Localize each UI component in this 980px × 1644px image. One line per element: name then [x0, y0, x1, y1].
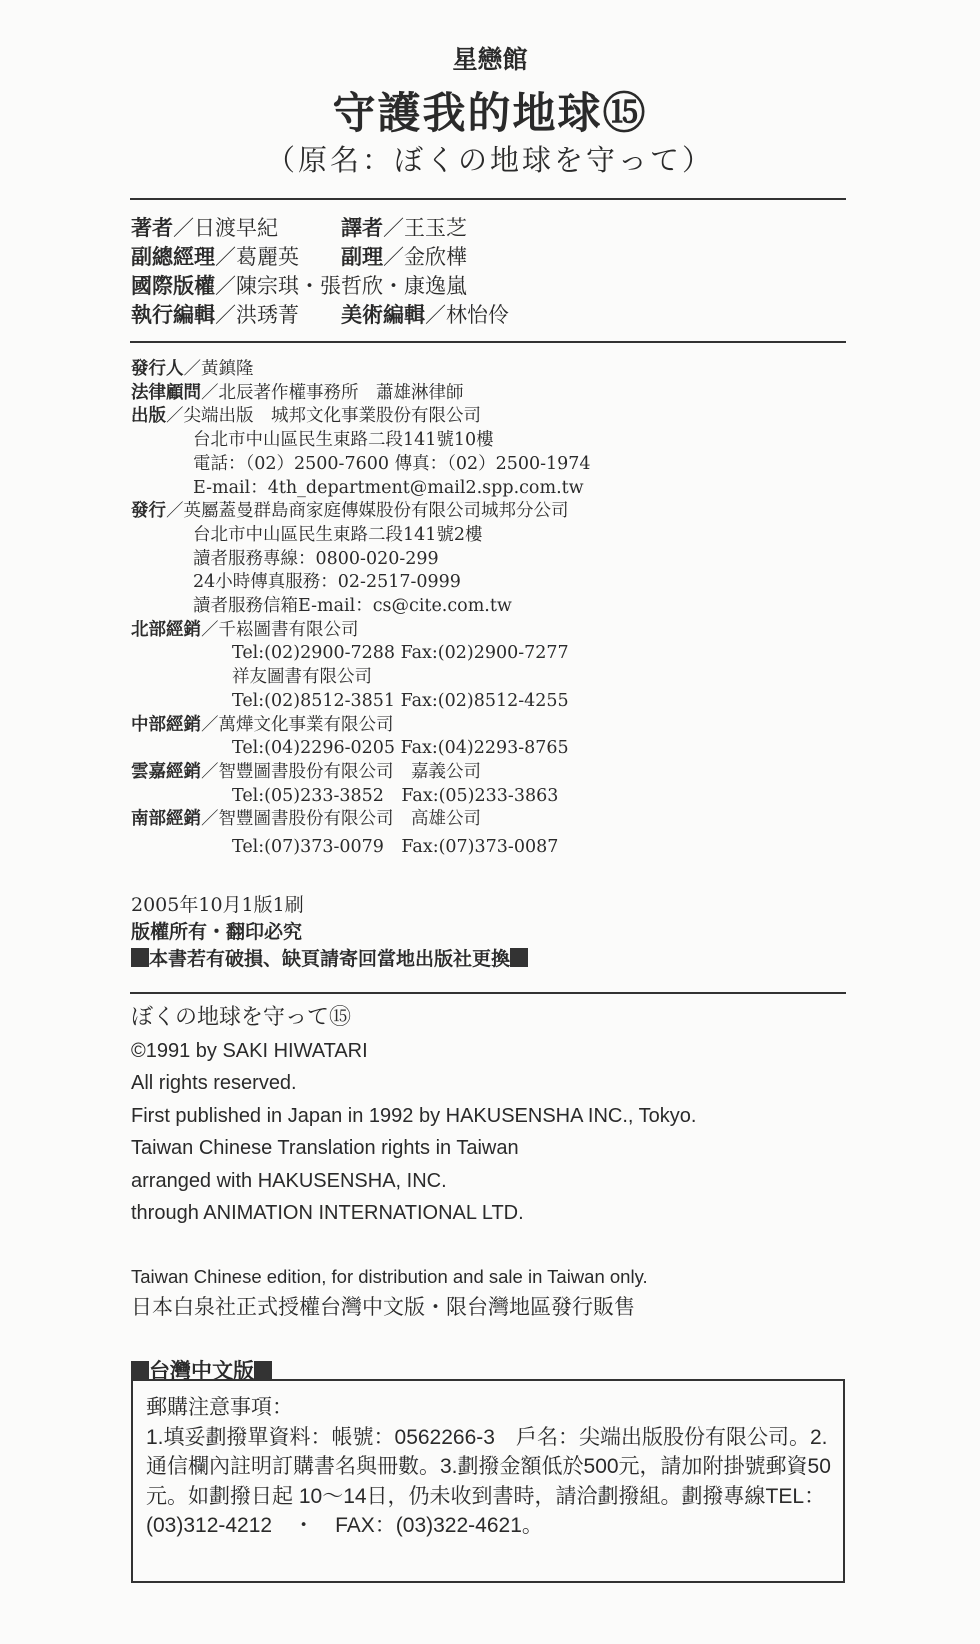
series-name: 星戀館	[452, 45, 528, 74]
credit-row	[131, 301, 509, 330]
credit-value: 王玉芝	[404, 216, 467, 240]
credit-row	[131, 272, 509, 301]
address: 台北市中山區民生東路二段141號10樓	[193, 430, 494, 451]
print-date: 2005年10月1版1刷	[131, 894, 304, 916]
imprint-value: 尖端出版 城邦文化事業股份有限公司	[183, 406, 481, 427]
address: 台北市中山區民生東路二段141號2樓	[193, 524, 483, 545]
credit-value: 陳宗琪・張哲欣・康逸嵐	[236, 274, 467, 298]
email: E-mail：4th_department@mail2.spp.com.tw	[193, 477, 584, 498]
tel-fax: Tel:(02)2900-7288 Fax:(02)2900-7277	[232, 643, 569, 664]
rights-line: through ANIMATION INTERNATIONAL LTD.	[131, 1202, 524, 1224]
credit-label: 國際版權	[131, 274, 215, 298]
mail-order-heading: 郵購注意事項：	[146, 1396, 293, 1419]
tel-fax: Tel:(07)373-0079 Fax:(07)373-0087	[232, 837, 559, 858]
edition-note-en: Taiwan Chinese edition, for distribution and sale in Taiwan only.	[131, 1266, 648, 1287]
credit-value: 葛麗英	[236, 245, 299, 269]
credit-value: 日渡早紀	[194, 216, 278, 240]
book-title: 守護我的地球⑮	[332, 89, 648, 139]
credit-row	[131, 214, 509, 243]
square-bullet-icon	[131, 1361, 149, 1380]
square-bullet-icon	[254, 1361, 272, 1380]
phone-fax: 電話：（02）2500-7600 傳真：（02）2500-1974	[193, 453, 591, 474]
taiwan-edition	[131, 1262, 648, 1322]
slash: ／	[215, 245, 236, 269]
edition-note-zh: 日本白泉社正式授權台灣中文版・限台灣地區發行販售	[131, 1295, 635, 1319]
publishing-info	[131, 358, 591, 860]
slash: ／	[383, 216, 404, 240]
credit-label: 副總經理	[131, 245, 215, 269]
tel-fax: Tel:(04)2296-0205 Fax:(04)2293-8765	[232, 738, 569, 759]
original-title-jp: ぼくの地球を守って⑮	[131, 1005, 352, 1030]
slash: ／	[201, 714, 219, 735]
slash: ／	[215, 274, 236, 298]
credit-label: 譯者	[341, 216, 383, 240]
slash: ／	[166, 406, 184, 427]
copyright-notice: 版權所有・翻印必究	[131, 921, 303, 943]
slash: ／	[173, 216, 194, 240]
edition-info	[131, 892, 528, 973]
square-bullet-icon	[510, 948, 528, 967]
divider	[130, 992, 846, 994]
central-label: 中部經銷	[131, 714, 201, 735]
divider	[130, 198, 846, 200]
credit-label: 美術編輯	[341, 303, 425, 327]
rights-line: arranged with HAKUSENSHA, INC.	[131, 1169, 447, 1192]
credit-value: 洪琇菁	[236, 303, 299, 327]
tel-fax: Tel:(02)8512-3851 Fax:(02)8512-4255	[232, 690, 569, 711]
mail-order-body: 1.填妥劃撥單資料：帳號：0562266-3 戶名：尖端出版股份有限公司。2.通信欄內註明訂購書名與冊數。3.劃撥金額低於500元，請加附掛號郵資50元。如劃撥日起 10～14日，仍未收到書時，請洽劃撥組。劃撥專線TEL：(03)312-4212 ・ FAX：(03)322-4621。	[146, 1425, 831, 1537]
credit-value: 林怡伶	[446, 303, 509, 327]
imprint-label: 出版	[131, 406, 166, 427]
service-email: 讀者服務信箱E-mail：cs@cite.com.tw	[193, 596, 512, 617]
japanese-rights	[131, 1002, 696, 1230]
publisher-value: 黃鎮隆	[201, 359, 254, 379]
rights-line: Taiwan Chinese Translation rights in Taiwan	[131, 1137, 519, 1159]
replacement-notice: 本書若有破損、缺頁請寄回當地出版社更換	[149, 948, 511, 970]
slash: ／	[201, 761, 219, 782]
slash: ／	[166, 501, 184, 522]
south-value: 智豐圖書股份有限公司 高雄公司	[218, 809, 481, 830]
original-title: （原名：ぼくの地球を守って）	[265, 143, 714, 177]
north-label: 北部經銷	[131, 619, 201, 640]
distribution-value: 英屬蓋曼群島商家庭傳媒股份有限公司城邦分公司	[183, 501, 569, 522]
mail-order-box	[131, 1379, 845, 1583]
south-label: 南部經銷	[131, 809, 201, 830]
credits-block	[131, 214, 509, 330]
credit-label: 執行編輯	[131, 303, 215, 327]
slash: ／	[383, 245, 404, 269]
slash: ／	[201, 382, 219, 403]
slash: ／	[201, 619, 219, 640]
north-value: 千崧圖書有限公司	[218, 619, 359, 640]
credit-value: 金欣樺	[404, 245, 467, 269]
slash: ／	[215, 303, 236, 327]
square-bullet-icon	[131, 948, 149, 967]
yunjia-label: 雲嘉經銷	[131, 761, 201, 782]
rights-line: All rights reserved.	[131, 1072, 297, 1094]
credit-label: 副理	[341, 245, 383, 269]
credit-row	[131, 243, 509, 272]
yunjia-value: 智豐圖書股份有限公司 嘉義公司	[218, 761, 481, 782]
divider	[130, 341, 846, 343]
rights-line: First published in Japan in 1992 by HAKUSENSHA INC., Tokyo.	[131, 1104, 697, 1127]
legal-label: 法律顧問	[131, 382, 201, 403]
service-hotline: 讀者服務專線：0800-020-299	[193, 548, 439, 569]
slash: ／	[201, 809, 219, 830]
credit-label: 著者	[131, 216, 173, 240]
distribution-label: 發行	[131, 501, 166, 522]
tel-fax: Tel:(05)233-3852 Fax:(05)233-3863	[232, 785, 559, 806]
badge-label: 台灣中文版	[149, 1359, 254, 1383]
fax-service: 24小時傳真服務：02-2517-0999	[193, 572, 461, 593]
copyright-line: ©1991 by SAKI HIWATARI	[131, 1039, 368, 1062]
central-value: 萬燁文化事業有限公司	[218, 714, 394, 735]
legal-value: 北辰著作權事務所 蕭雄淋律師	[218, 382, 464, 403]
publisher-label: 發行人	[131, 359, 184, 379]
company: 祥友圖書有限公司	[232, 667, 372, 688]
slash: ／	[425, 303, 446, 327]
slash: ／	[183, 359, 201, 379]
